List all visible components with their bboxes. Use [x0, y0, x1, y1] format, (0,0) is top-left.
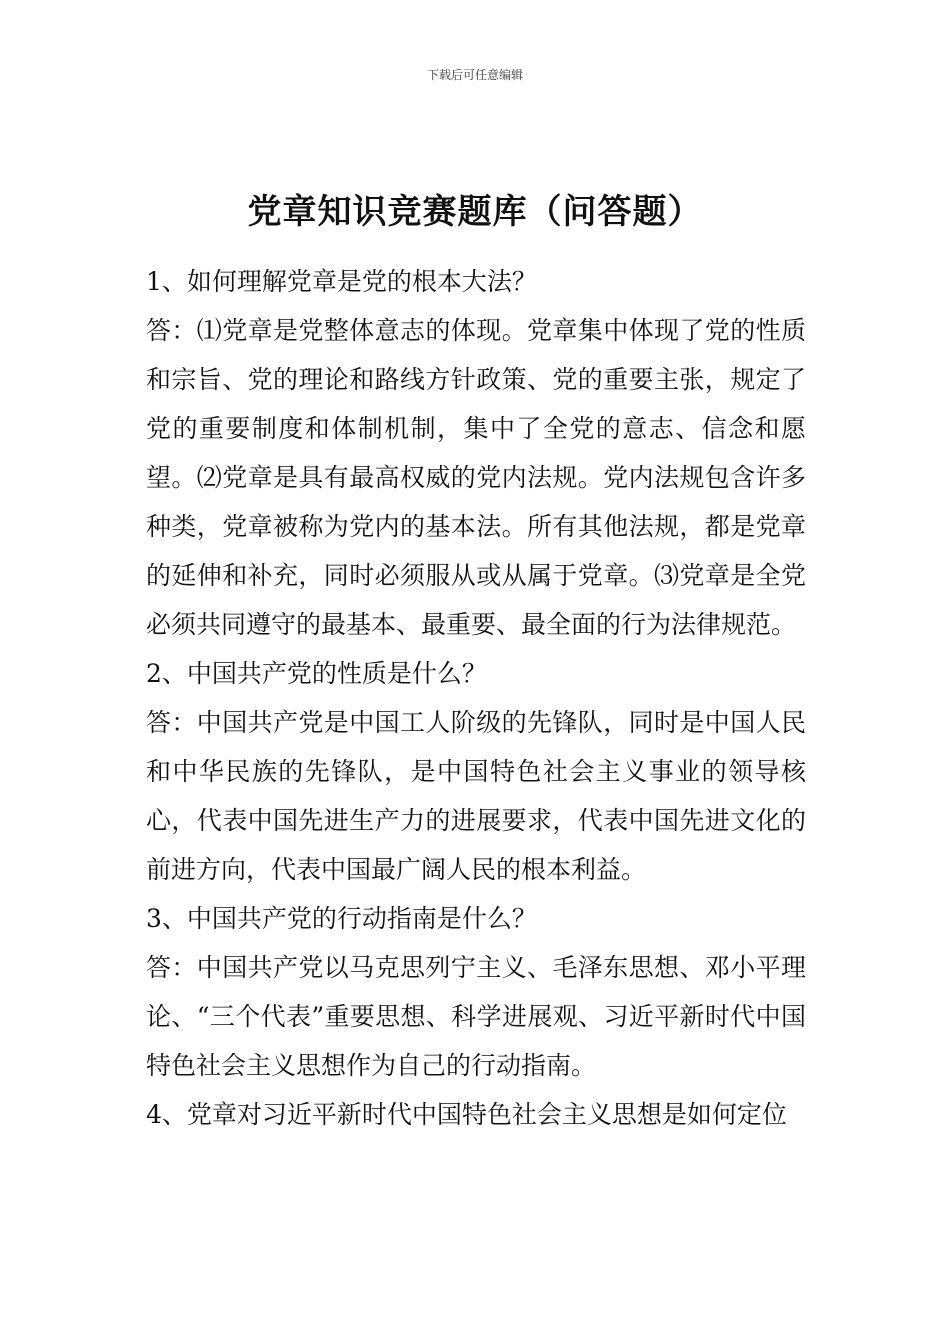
question-4: 4、党章对习近平新时代中国特色社会主义思想是如何定位 — [146, 1100, 787, 1129]
document-body — [146, 257, 806, 1139]
document-title: 党章知识竞赛题库（问答题） — [247, 192, 703, 232]
answer-2: 答：中国共产党是中国工人阶级的先锋队，同时是中国人民和中华民族的先锋队，是中国特色社会主义事业的领导核心，代表中国先进生产力的进展要求，代表中国先进文化的前进方向，代表中国最广阔人民的根本利益。 — [146, 708, 806, 884]
question-2: 2、中国共产党的性质是什么？ — [146, 659, 487, 688]
question-3: 3、中国共产党的行动指南是什么？ — [146, 904, 537, 933]
header-note: 下载后可任意编辑 — [426, 68, 523, 82]
answer-1: 答：⑴党章是党整体意志的体现。党章集中体现了党的性质和宗旨、党的理论和路线方针政策、党的重要主张，规定了党的重要制度和体制机制，集中了全党的意志、信念和愿望。⑵党章是具有最高权威的党内法规。党内法规包含许多种类，党章被称为党内的基本法。所有其他法规，都是党章的延伸和补充，同时必须服从或从属于党章。⑶党章是全党必须共同遵守的最基本、最重要、最全面的行为法律规范。 — [146, 316, 806, 639]
answer-3: 答：中国共产党以马克思列宁主义、毛泽东思想、邓小平理论、“三个代表”重要思想、科学进展观、习近平新时代中国特色社会主义思想作为自己的行动指南。 — [146, 953, 806, 1080]
question-1: 1、如何理解党章是党的根本大法？ — [146, 267, 537, 296]
